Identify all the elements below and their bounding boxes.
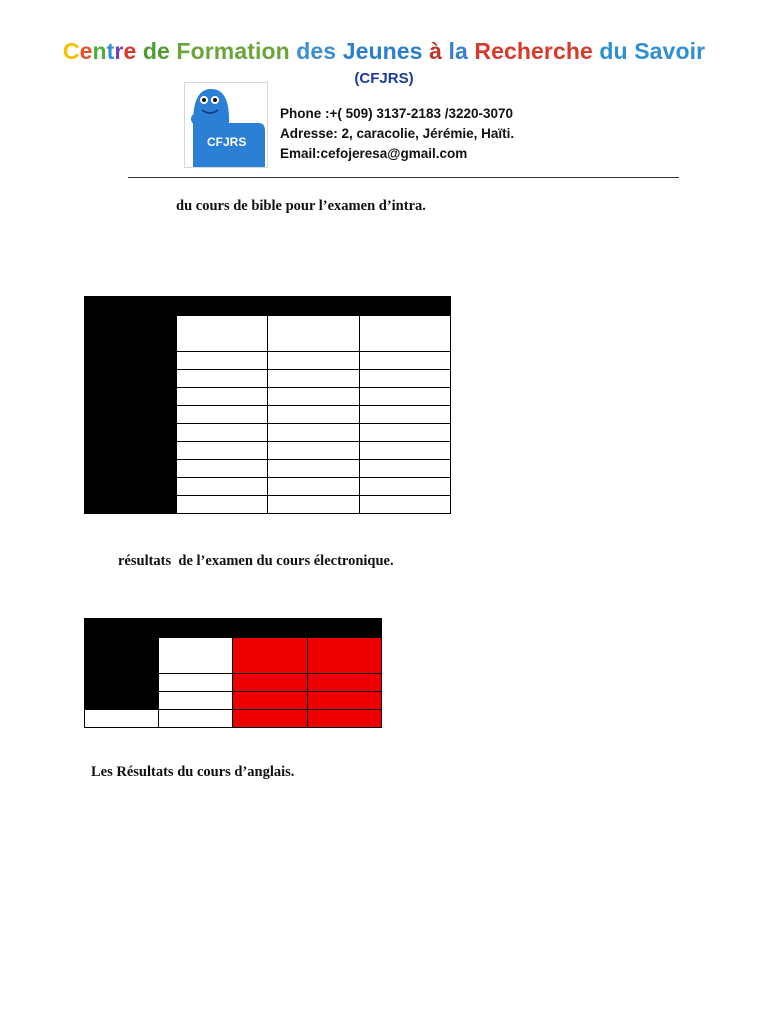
results-table-bible [84, 296, 451, 514]
title-word-6: à [429, 38, 442, 64]
title-word-5: Jeunes [342, 38, 423, 64]
table-cell [85, 297, 177, 514]
table-cell [268, 406, 360, 424]
table-cell [360, 316, 451, 352]
table-row [85, 297, 451, 316]
table-cell [159, 692, 233, 710]
table-cell [360, 478, 451, 496]
title-word-3: Formation [176, 38, 290, 64]
email-text: Email:cefojeresa@gmail.com [280, 146, 468, 161]
title-word-4: des [296, 38, 337, 64]
table-row [85, 619, 382, 638]
table-cell [85, 710, 159, 728]
table-cell [360, 424, 451, 442]
table-cell [360, 496, 451, 514]
table-cell [177, 316, 268, 352]
title-word-10: Savoir [634, 38, 706, 64]
table-cell [360, 352, 451, 370]
page-title [0, 38, 768, 65]
table-cell [177, 370, 268, 388]
table-cell [177, 352, 268, 370]
phone-text: Phone :+( 509) 3137-2183 /3220-3070 [280, 106, 514, 121]
title-word-7: la [448, 38, 468, 64]
table-cell [177, 424, 268, 442]
table-cell [360, 460, 451, 478]
table-cell [268, 496, 360, 514]
title-word-1: Centre [62, 38, 137, 64]
results-table-electronique [84, 618, 382, 728]
table-cell [308, 692, 382, 710]
caption-electronique: résultats de l’examen du cours électronique. [118, 553, 394, 569]
title-word-8: Recherche [474, 38, 593, 64]
table-cell [360, 388, 451, 406]
table-cell [268, 316, 360, 352]
table-cell [308, 710, 382, 728]
contact-block [280, 104, 514, 164]
table-cell [233, 674, 308, 692]
table-cell [360, 442, 451, 460]
table-cell [177, 297, 451, 316]
table-cell [159, 638, 233, 674]
table-cell [177, 406, 268, 424]
table-row [85, 710, 382, 728]
table-cell [268, 460, 360, 478]
logo-text: CFJRS [207, 135, 247, 149]
mascot-icon [185, 83, 267, 167]
table-cell [268, 370, 360, 388]
page-subtitle: (CFJRS) [354, 70, 414, 87]
table-cell [268, 388, 360, 406]
caption-anglais: Les Résultats du cours d’anglais. [91, 764, 295, 780]
table-cell [308, 638, 382, 674]
table-cell [233, 638, 308, 674]
table-cell [177, 478, 268, 496]
table-cell [268, 352, 360, 370]
table-cell [268, 424, 360, 442]
table-cell [233, 710, 308, 728]
table-cell [268, 478, 360, 496]
title-word-9: du [599, 38, 628, 64]
title-word-2: de [142, 38, 170, 64]
address-text: Adresse: 2, caracolie, Jérémie, Haïti. [280, 126, 515, 141]
table-cell [360, 406, 451, 424]
cfjrs-logo [184, 82, 268, 168]
table-cell [177, 496, 268, 514]
table-cell [159, 710, 233, 728]
table-cell [85, 619, 159, 710]
table-cell [177, 442, 268, 460]
table-cell [308, 674, 382, 692]
table-cell [360, 370, 451, 388]
caption-bible: du cours de bible pour l’examen d’intra. [176, 198, 426, 214]
table-cell [177, 388, 268, 406]
table-cell [233, 692, 308, 710]
header-divider [128, 177, 679, 178]
table-cell [159, 619, 382, 638]
table-cell [159, 674, 233, 692]
table-cell [268, 442, 360, 460]
table-cell [177, 460, 268, 478]
